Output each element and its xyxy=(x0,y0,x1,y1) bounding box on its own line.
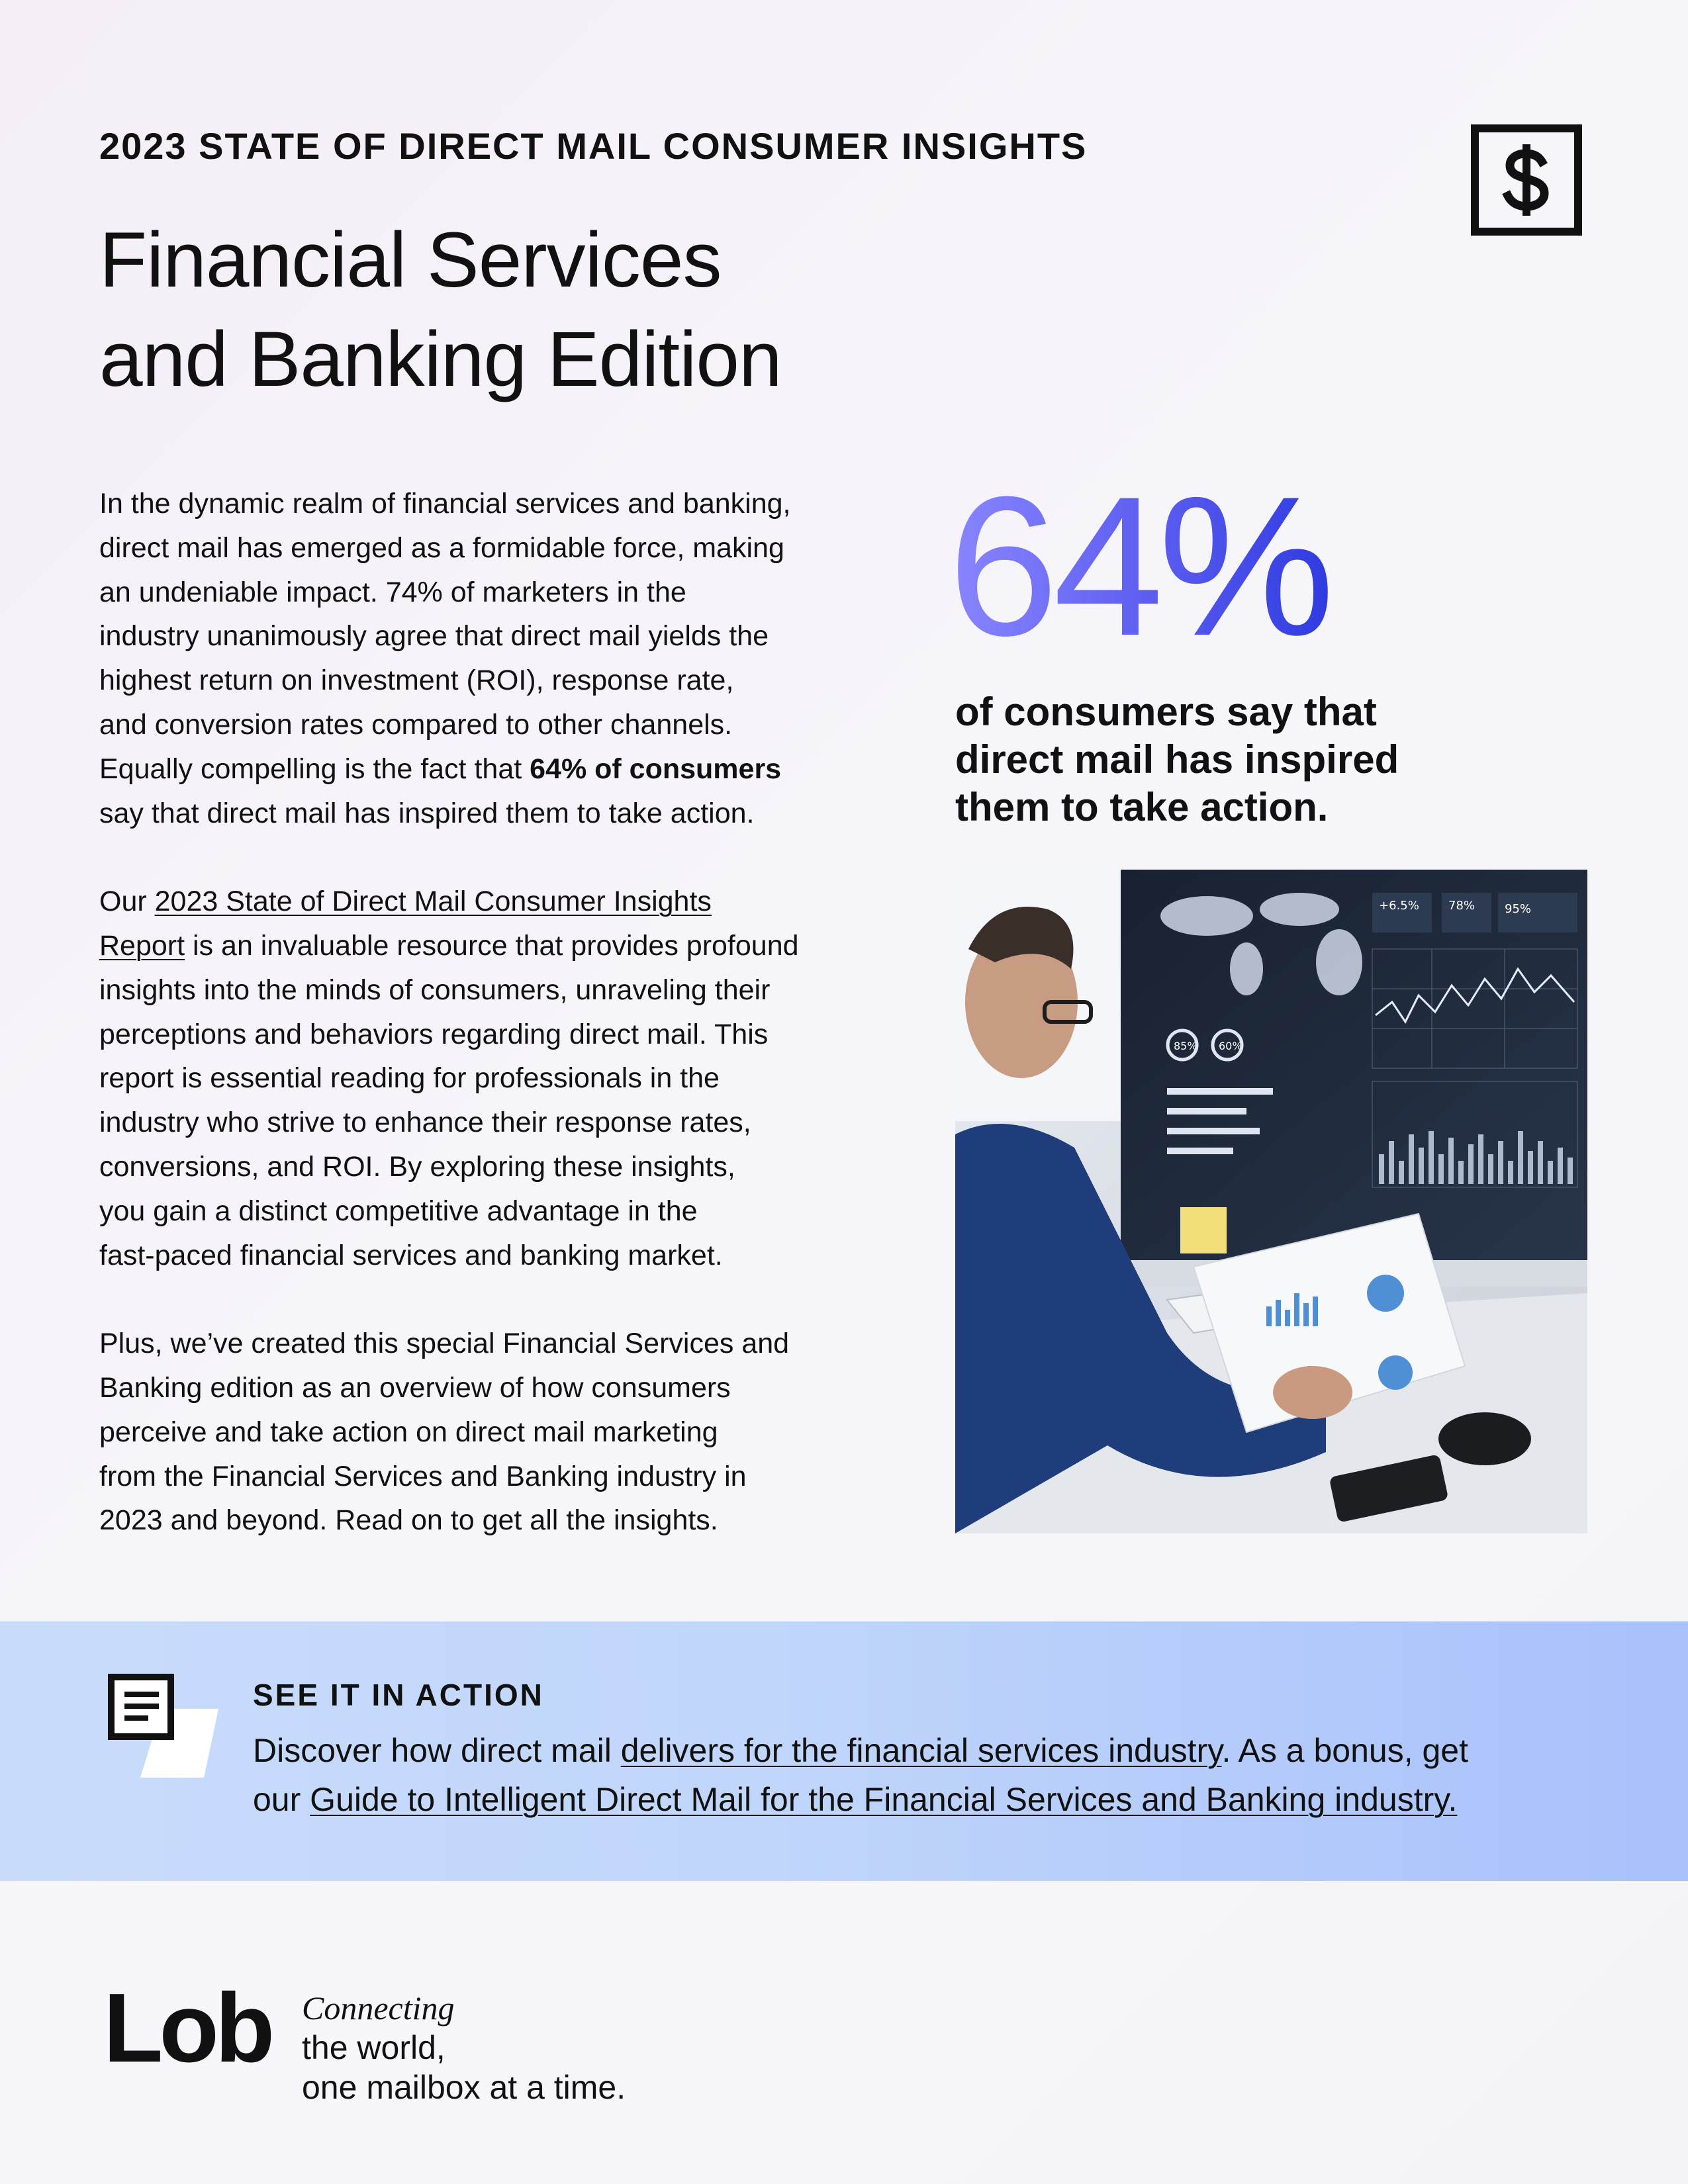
chip-label: 78% xyxy=(1448,899,1476,913)
text-line: Discover how direct mail delivers for the financial services industry. As a bonus, get xyxy=(253,1732,1469,1769)
text-line: Plus, we’ve created this special Financial Services and xyxy=(99,1328,790,1360)
text-line: say that direct mail has inspired them to take action. xyxy=(99,797,755,829)
stat-value: 64% xyxy=(948,455,1330,677)
text-line: Banking edition as an overview of how consumers xyxy=(99,1371,731,1404)
guide-link[interactable]: Guide to Intelligent Direct Mail for the Financial Services and Banking industry. xyxy=(310,1781,1458,1818)
cta-title: SEE IT IN ACTION xyxy=(253,1678,544,1712)
text-line: 2023 and beyond. Read on to get all the insights. xyxy=(99,1504,718,1537)
report-kicker: 2023 STATE OF DIRECT MAIL CONSUMER INSIGHTS xyxy=(99,125,1088,167)
stat-caption-line: direct mail has inspired xyxy=(955,737,1399,782)
text-line: highest return on investment (ROI), response rate, xyxy=(99,664,734,697)
chip-label: 85% xyxy=(1174,1040,1197,1052)
page-title-line2: and Banking Edition xyxy=(99,316,782,403)
intro-paragraph-1 xyxy=(99,482,894,835)
text-line: industry who strive to enhance their response rates, xyxy=(99,1107,751,1139)
highlight-stat-text: 64% of consumers xyxy=(530,752,782,785)
page-title xyxy=(99,210,782,409)
text-line: fast-paced financial services and banking market. xyxy=(99,1239,723,1271)
cta-text xyxy=(253,1726,1468,1824)
report-link-part2[interactable]: Report xyxy=(99,929,185,962)
stat-caption xyxy=(955,688,1399,831)
financial-services-link[interactable]: delivers for the financial services industry xyxy=(620,1732,1222,1769)
text-line: insights into the minds of consumers, unraveling their xyxy=(99,974,771,1006)
intro-paragraph-3 xyxy=(99,1322,894,1543)
text-line: from the Financial Services and Banking industry in xyxy=(99,1460,747,1492)
page-title-line1: Financial Services xyxy=(99,216,722,304)
chip-label: +6.5% xyxy=(1379,899,1419,913)
tagline-line1: Connecting the world, xyxy=(302,1989,455,2066)
intro-paragraph-2 xyxy=(99,880,894,1277)
chip-label: 60% xyxy=(1219,1040,1243,1052)
tagline-line2: one mailbox at a time. xyxy=(302,2069,626,2106)
text-line: an undeniable impact. 74% of marketers in the xyxy=(99,576,686,608)
intro-body xyxy=(99,482,894,1587)
analyst-photo xyxy=(955,870,1587,1533)
document-icon xyxy=(106,1672,218,1784)
text-line: In the dynamic realm of financial services and banking, xyxy=(99,488,791,520)
stat-caption-line: of consumers say that xyxy=(955,690,1377,734)
text-line: industry unanimously agree that direct mail yields the xyxy=(99,620,769,653)
report-link-part1[interactable]: 2023 State of Direct Mail Consumer Insights xyxy=(154,886,712,918)
text-line: direct mail has emerged as a formidable force, making xyxy=(99,531,784,564)
dollar-sign-icon xyxy=(1471,124,1582,236)
text-line: Our 2023 State of Direct Mail Consumer Insights xyxy=(99,886,712,918)
lob-logo: Lob xyxy=(103,1974,271,2083)
text-line: Report is an invaluable resource that provides profound xyxy=(99,929,799,962)
text-line: perceive and take action on direct mail marketing xyxy=(99,1416,718,1448)
tagline xyxy=(302,1988,626,2107)
text-line: conversions, and ROI. By exploring these insights, xyxy=(99,1150,735,1183)
text-line: Equally compelling is the fact that 64% of consumers xyxy=(99,752,782,785)
text-line: and conversion rates compared to other channels. xyxy=(99,708,733,741)
text-line: you gain a distinct competitive advantage in the xyxy=(99,1195,698,1227)
text-line: perceptions and behaviors regarding direct mail. This xyxy=(99,1018,769,1050)
text-line: our Guide to Intelligent Direct Mail for the Financial Services and Banking industry. xyxy=(253,1781,1458,1818)
stat-caption-line: them to take action. xyxy=(955,785,1329,829)
text-line: report is essential reading for professionals in the xyxy=(99,1062,720,1095)
chip-label: 95% xyxy=(1505,902,1532,916)
